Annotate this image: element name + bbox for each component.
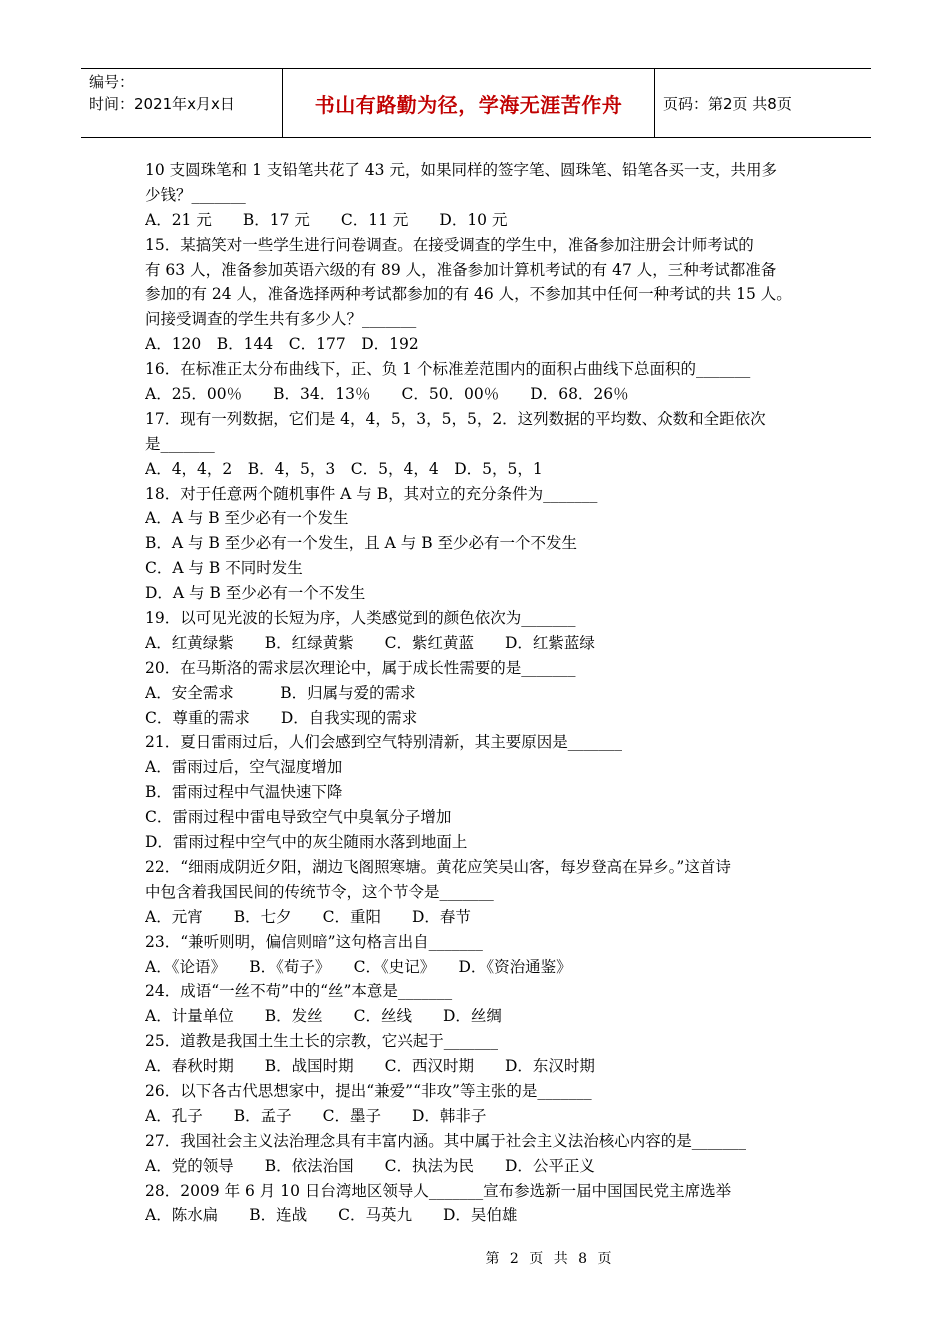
header-page-label: 页码：第2页 共8页 <box>663 94 792 113</box>
text-line: 15．某搞笑对一些学生进行问卷调查。在接受调查的学生中，准备参加注册会计师考试的 <box>145 235 754 254</box>
time-label: 时间：2021年x月x日 <box>89 95 235 113</box>
text-line: 18．对于任意两个随机事件 A 与 B，其对立的充分条件为_______ <box>145 484 598 503</box>
text-line: 中包含着我国民间的传统节令，这个节令是_______ <box>145 882 494 901</box>
text-line: D．A 与 B 至少必有一个不发生 <box>145 584 366 603</box>
text-line: A．雷雨过后，空气湿度增加 <box>145 758 343 777</box>
text-line: A．春秋时期 B．战国时期 C．西汉时期 D．东汉时期 <box>145 1057 595 1076</box>
text-line: 参加的有 24 人，准备选择两种考试都参加的有 46 人，不参加其中任何一种考试的共 15 人。 <box>145 285 792 304</box>
text-line: 16．在标准正太分布曲线下，正、负 1 个标准差范围内的面积占曲线下总面积的_______ <box>145 360 751 379</box>
text-line: 22．“细雨成阴近夕阳，湖边飞阁照寒塘。黄花应笑吴山客，每岁登高在异乡。”这首诗 <box>145 857 731 876</box>
text-line: 有 63 人，准备参加英语六级的有 89 人，准备参加计算机考试的有 47 人，三种考试都准备 <box>145 260 777 279</box>
text-line: A．120 B．144 C．177 D．192 <box>145 335 419 354</box>
text-line: A．党的领导 B．依法治国 C．执法为民 D．公平正义 <box>145 1156 595 1175</box>
page-header <box>81 68 871 138</box>
text-line: 10 支圆珠笔和 1 支铅笔共花了 43 元，如果同样的签字笔、圆珠笔、铅笔各买一支，共用多 <box>145 161 777 179</box>
text-line: A．《论语》 B．《荀子》 C．《史记》 D．《资治通鉴》 <box>145 957 572 976</box>
text-line: 少钱？_______ <box>145 185 246 204</box>
text-line: 23．“兼听则明，偏信则暗”这句格言出自_______ <box>145 932 483 951</box>
text-line: A．元宵 B．七夕 C．重阳 D．春节 <box>145 907 471 926</box>
text-line: 24．成语“一丝不苟”中的“丝”本意是_______ <box>145 982 453 1001</box>
text-line: 是_______ <box>145 434 215 453</box>
header-meta <box>81 69 283 137</box>
text-line: A．孔子 B．孟子 C．墨子 D．韩非子 <box>145 1106 487 1125</box>
text-line: B．A 与 B 至少必有一个发生，且 A 与 B 至少必有一个不发生 <box>145 534 578 553</box>
text-line: A．25．00％ B．34．13％ C．50．00％ D．68．26％ <box>145 385 629 404</box>
text-line: A．21 元 B．17 元 C．11 元 D．10 元 <box>145 210 508 229</box>
text-line: D．雷雨过程中空气中的灰尘随雨水落到地面上 <box>145 833 468 852</box>
text-line: A．A 与 B 至少必有一个发生 <box>145 509 349 528</box>
text-line: 28．2009 年 6 月 10 日台湾地区领导人_______宣布参选新一届中国国民党主席选举 <box>145 1181 732 1200</box>
text-line: A．计量单位 B．发丝 C．丝线 D．丝绸 <box>145 1007 502 1026</box>
text-line: 25．道教是我国土生土长的宗教，它兴起于_______ <box>145 1032 498 1051</box>
header-motto: 书山有路勤为径，学海无涯苦作舟 <box>283 69 655 137</box>
text-line: A．4，4，2 B．4，5，3 C．5，4，4 D．5，5，1 <box>145 459 543 478</box>
text-line: 问接受调查的学生共有多少人？_______ <box>145 310 417 329</box>
text-line: 27．我国社会主义法治理念具有丰富内涵。其中属于社会主义法治核心内容的是_______ <box>145 1131 746 1150</box>
text-line: 19．以可见光波的长短为序，人类感觉到的颜色依次为_______ <box>145 609 576 628</box>
text-line: A．红黄绿紫 B．红绿黄紫 C．紫红黄蓝 D．红紫蓝绿 <box>145 633 595 652</box>
number-label: 编号： <box>89 73 135 91</box>
text-line: B．雷雨过程中气温快速下降 <box>145 783 343 802</box>
page-footer: 第 2 页 共 8 页 <box>485 1251 615 1267</box>
text-line: 17．现有一列数据，它们是 4，4，5，3，5，5，2．这列数据的平均数、众数和全距依次 <box>145 409 766 428</box>
text-line: A．陈水扁 B．连战 C．马英九 D．吴伯雄 <box>145 1206 518 1225</box>
text-line: C．雷雨过程中雷电导致空气中臭氧分子增加 <box>145 808 452 827</box>
text-line: C．尊重的需求 D．自我实现的需求 <box>145 708 418 727</box>
text-line: 21．夏日雷雨过后，人们会感到空气特别清新，其主要原因是_______ <box>145 733 622 752</box>
text-line: 20．在马斯洛的需求层次理论中，属于成长性需要的是_______ <box>145 658 576 677</box>
text-line: C．A 与 B 不同时发生 <box>145 559 303 578</box>
text-line: A．安全需求 B．归属与爱的需求 <box>145 683 416 702</box>
document-body <box>145 158 825 1228</box>
text-line: 26．以下各古代思想家中，提出“兼爱”“非攻”等主张的是_______ <box>145 1081 592 1100</box>
